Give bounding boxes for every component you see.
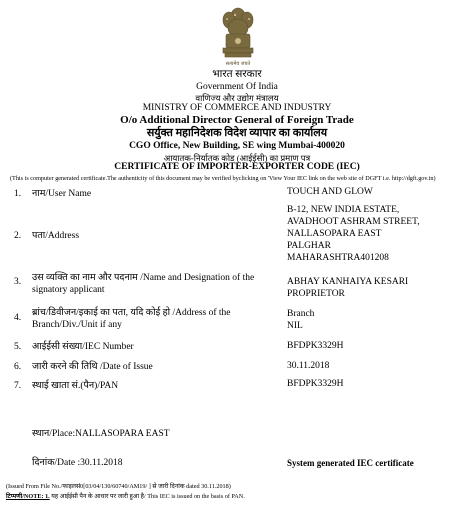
- address-line: PALGHAR: [287, 240, 331, 251]
- national-emblem-icon: [220, 6, 256, 68]
- row-number: 7.: [14, 381, 22, 391]
- address-label: पता/Address: [32, 231, 80, 241]
- hindi-certificate-heading: आयातक-निर्यातक कोड (आईईसी) का प्रमाण पत्र: [163, 153, 311, 163]
- branch-value-line: Branch: [287, 309, 315, 319]
- branch-value: [287, 309, 314, 333]
- office-heading: O/o Additional Director General of Foreign Trade: [120, 114, 354, 126]
- row-number: 3.: [14, 277, 22, 287]
- note-text: यह आईईसी पैन के आधार पर जारी हुआ है/ This IEC is issued on the basis of PAN.: [49, 493, 245, 500]
- user-name-value: TOUCH AND GLOW: [287, 187, 373, 197]
- address-line: B-12, NEW INDIA ESTATE,: [287, 205, 400, 215]
- svg-text:सत्यमेव जयते: सत्यमेव जयते: [225, 61, 251, 67]
- branch-label-line: Branch/Div./Unit if any: [32, 319, 122, 330]
- row-number: 5.: [14, 342, 22, 352]
- hindi-ministry-heading: वाणिज्य और उद्योग मंत्रालय: [195, 93, 279, 103]
- row-number: 2.: [14, 231, 22, 241]
- note-label: टिप्पणी/NOTE: 1.: [6, 493, 50, 500]
- cgo-office-address: CGO Office, New Building, SE wing Mumbai-400020: [129, 141, 345, 151]
- issued-from-file: (Issued From File No./फाइलसं0[03/04/130/60740/AM19/ ] से जारी दिनांक dated 30.11.2018): [6, 483, 231, 490]
- address-value: [287, 205, 420, 264]
- address-line: MAHARASHTRA401208: [287, 252, 389, 263]
- signatory-designation: PROPRIETOR: [287, 288, 345, 299]
- branch-address-label: [32, 308, 231, 332]
- signatory-label-line: उस व्यक्ति का नाम और पदनाम /Name and Designation of the: [32, 273, 255, 283]
- iec-number-value: BFDPK3329H: [287, 341, 344, 351]
- branch-label-line: ब्रांच/डिवीजन/इकाई का पता, यदि कोई हो /Address of the: [32, 308, 231, 318]
- iec-number-label: आईईसी संख्या/IEC Number: [32, 342, 134, 352]
- row-number: 6.: [14, 362, 22, 372]
- issue-date: दिनांक/Date :30.11.2018: [32, 458, 123, 468]
- row-number: 4.: [14, 313, 22, 323]
- signatory-name: ABHAY KANHAIYA KESARI: [287, 277, 409, 287]
- signatory-label-line: signatory applicant: [32, 284, 105, 295]
- pan-label: स्थाई खाता सं.(पैन)/PAN: [32, 381, 119, 391]
- hindi-office-heading: सर्युक्त महानिदेशक विदेश व्यापार का कार्यालय: [146, 127, 328, 139]
- pan-value: BFDPK3329H: [287, 379, 344, 389]
- date-of-issue-label: जारी करने की तिथि /Date of Issue: [32, 362, 153, 372]
- ministry-heading: MINISTRY OF COMMERCE AND INDUSTRY: [142, 103, 332, 113]
- date-of-issue-value: 30.11.2018: [287, 361, 330, 371]
- row-number: 1.: [14, 189, 22, 199]
- hindi-government-heading: भारत सरकार: [212, 69, 262, 80]
- authenticity-disclaimer: (This is computer generated certificate.The authenticity of this document may be verified byclicking on 'View Your IEC link on the web site of DGFT i.e. http://dgft.gov.in): [10, 175, 436, 182]
- user-name-label: नाम/User Name: [32, 189, 92, 199]
- footer-note: [6, 491, 245, 500]
- branch-value-line: NIL: [287, 320, 303, 331]
- signatory-label: [32, 273, 254, 297]
- place-of-issue: स्थान/Place:NALLASOPARA EAST: [32, 429, 170, 439]
- address-line: NALLASOPARA EAST: [287, 228, 382, 239]
- signatory-value: [287, 277, 408, 301]
- address-line: AVADHOOT ASHRAM STREET,: [287, 216, 420, 227]
- system-generated-note: System generated IEC certificate: [287, 458, 414, 468]
- certificate-title: CERTIFICATE OF IMPORTER-EXPORTER CODE (IEC): [114, 162, 360, 172]
- government-heading: Government Of India: [196, 82, 278, 92]
